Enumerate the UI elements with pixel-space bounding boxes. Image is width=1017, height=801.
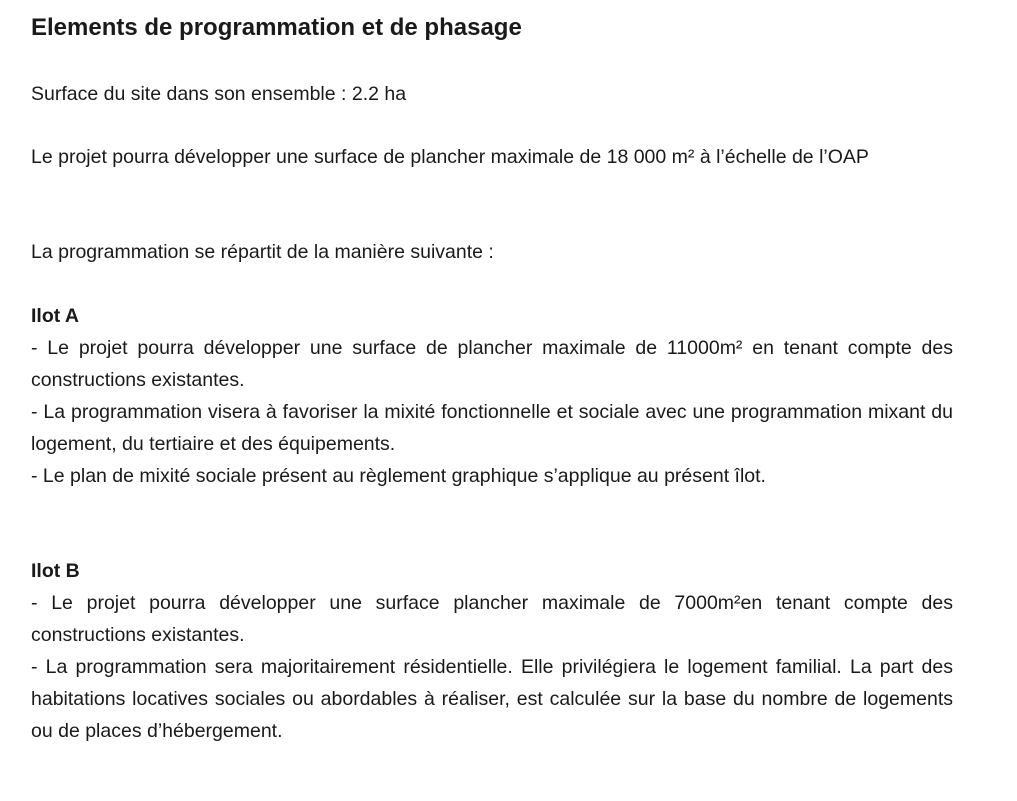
max-floor-area-text: Le projet pourra développer une surface de plancher maximale de 18 000 m² à l’échelle de l’OAP: [31, 146, 869, 168]
ilot-a-item-social-plan: - Le plan de mixité sociale présent au règlement graphique s’applique au présent îlot.: [31, 465, 766, 487]
ilot-b-item-residential: - La programmation sera majoritairement résidentielle. Elle privilégiera le logement familial. La part des habitations locatives sociales ou abordables à réaliser, est calculée sur la base du nombre de logements ou de places d’hébergement.: [31, 656, 953, 742]
site-surface-text: Surface du site dans son ensemble : 2.2 ha: [31, 83, 407, 105]
ilot-b-item-floor-area: - Le projet pourra développer une surface plancher maximale de 7000m²en tenant compte des constructions existantes.: [31, 592, 953, 646]
document-title: Elements de programmation et de phasage: [31, 14, 522, 41]
ilot-b-heading: Ilot B: [31, 560, 80, 582]
ilot-a-heading: Ilot A: [31, 305, 80, 327]
ilot-a-item-floor-area: - Le projet pourra développer une surface de plancher maximale de 11000m² en tenant compte des constructions existantes.: [31, 337, 953, 391]
ilot-a-item-mixity: - La programmation visera à favoriser la mixité fonctionnelle et sociale avec une programmation mixant du logement, du tertiaire et des équipements.: [31, 401, 953, 455]
distribution-intro-text: La programmation se répartit de la manière suivante :: [31, 241, 494, 263]
